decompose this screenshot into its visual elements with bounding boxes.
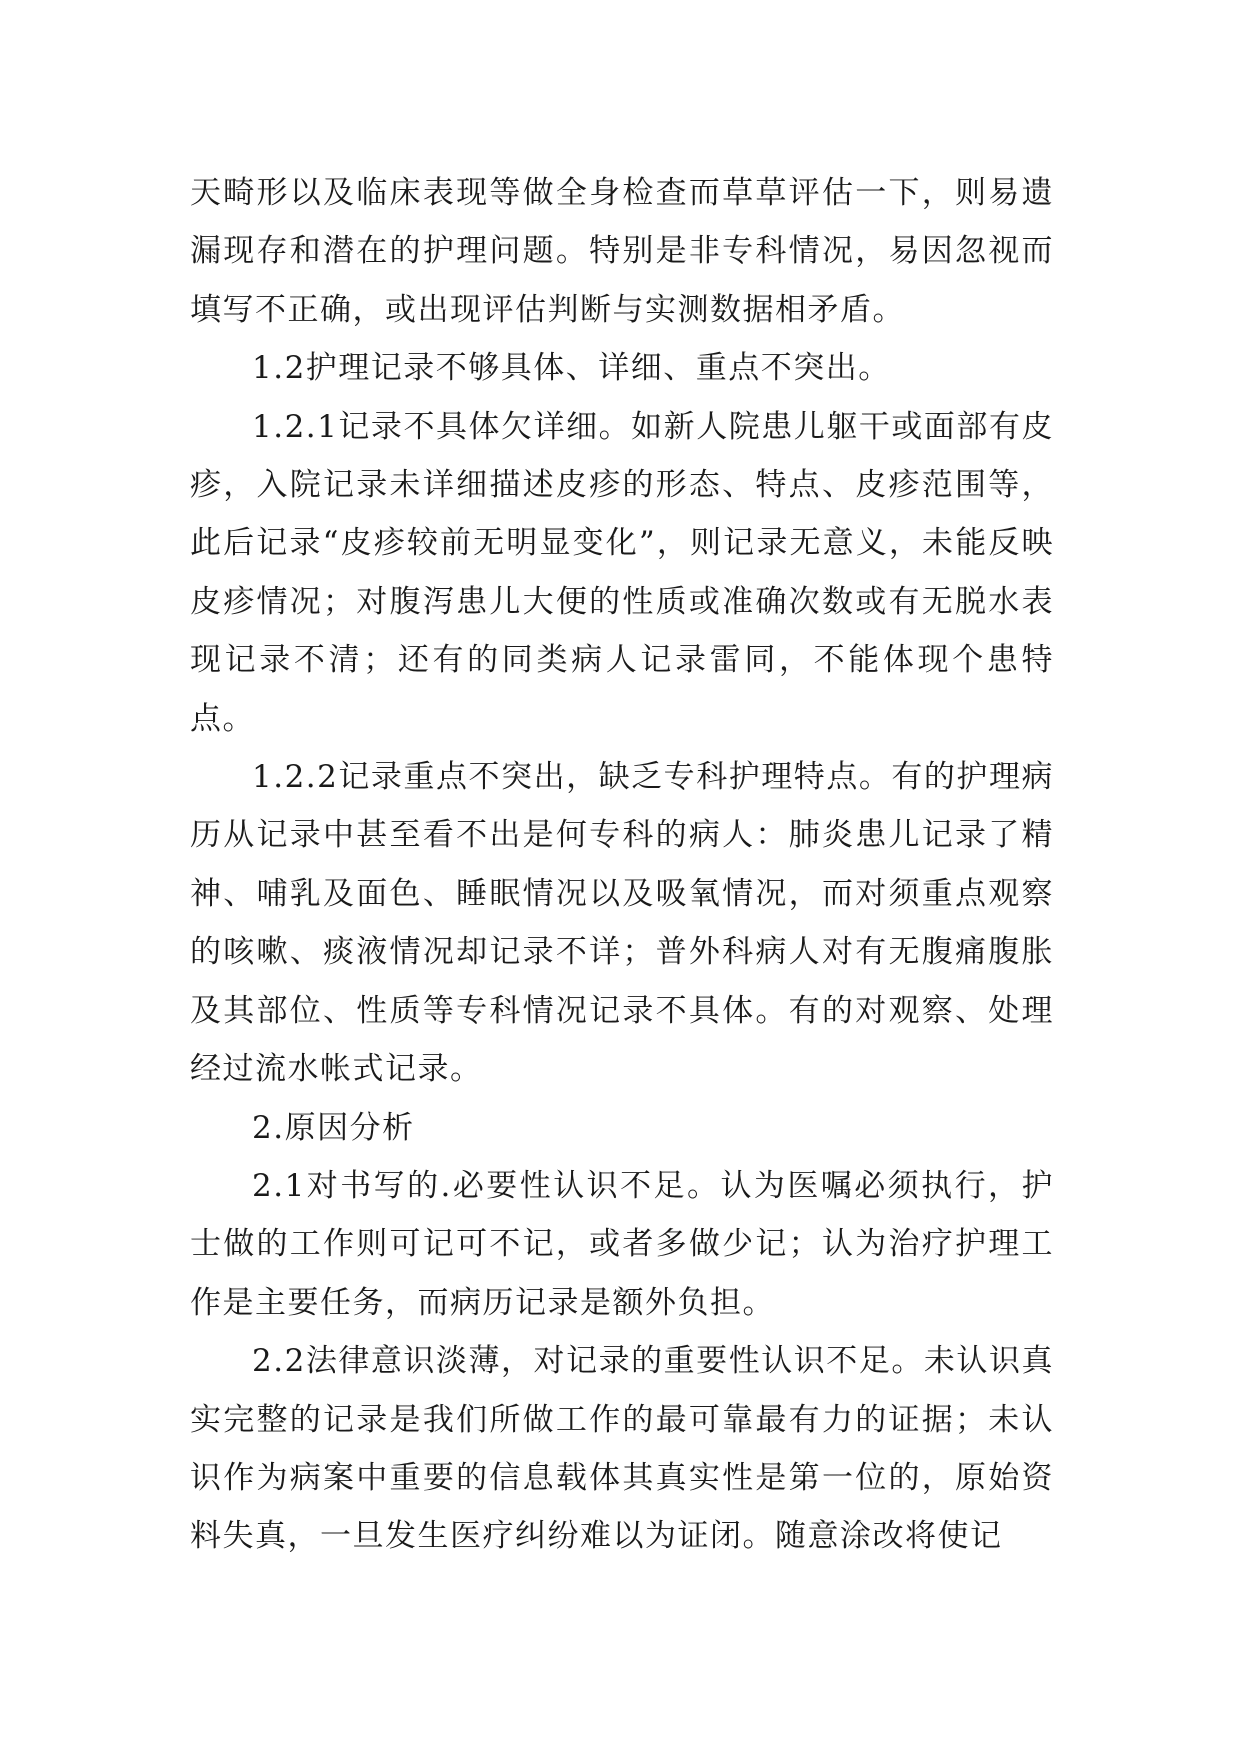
paragraph-continuation: 天畸形以及临床表现等做全身检查而草草评估一下，则易遗漏现存和潜在的护理问题。特别是非专科情况，易因忽视而填写不正确，或出现评估判断与实测数据相矛盾。	[190, 175, 1054, 328]
paragraph-1-2-2: 1.2.2记录重点不突出，缺乏专科护理特点。有的护理病历从记录中甚至看不出是何专科的病人：肺炎患儿记录了精神、哺乳及面色、睡眠情况以及吸氧情况，而对须重点观察的咳嗽、痰液情况却记录不详；普外科病人对有无腹痛腹胀及其部位、性质等专科情况记录不具体。有的对观察、处理经过流水帐式记录。	[190, 759, 1054, 1088]
heading-2: 2.原因分析	[252, 1109, 415, 1146]
heading-1-2: 1.2护理记录不够具体、详细、重点不突出。	[252, 350, 891, 387]
paragraph-1-2-1: 1.2.1记录不具体欠详细。如新人院患儿躯干或面部有皮疹，入院记录未详细描述皮疹的形态、特点、皮疹范围等，此后记录“皮疹较前无明显变化”，则记录无意义，未能反映皮疹情况；对腹泻患儿大便的性质或准确次数或有无脱水表现记录不清；还有的同类病人记录雷同，不能体现个患特点。	[190, 408, 1054, 737]
paragraph-2-1: 2.1对书写的.必要性认识不足。认为医嘱必须执行，护士做的工作则可记可不记，或者多做少记；认为治疗护理工作是主要任务，而病历记录是额外负担。	[190, 1167, 1054, 1321]
paragraph-2-2: 2.2法律意识淡薄，对记录的重要性认识不足。未认识真实完整的记录是我们所做工作的最可靠最有力的证据；未认识作为病案中重要的信息载体其真实性是第一位的，原始资料失真，一旦发生医疗纠纷难以为证闭。随意涂改将使记	[190, 1343, 1054, 1555]
document-body	[190, 164, 1054, 1566]
